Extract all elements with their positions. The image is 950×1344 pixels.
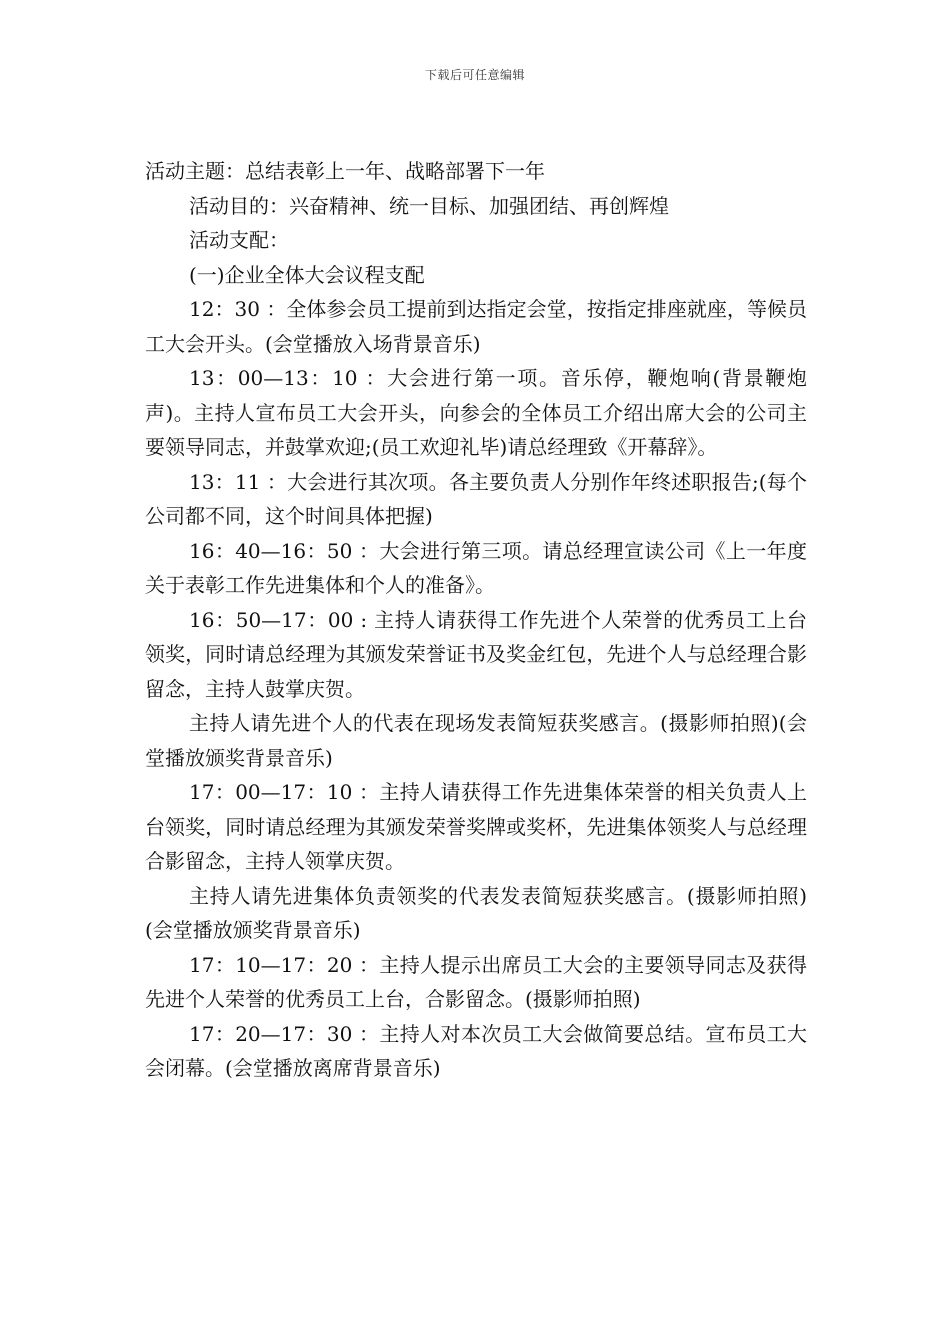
paragraph-section-heading: (一)企业全体大会议程支配 [189, 262, 425, 287]
paragraph-schedule-1230: 12：30 ：全体参会员工提前到达指定会堂，按指定排座就座，等候员工大会开头。(会堂播放入场背景音乐) [145, 297, 807, 356]
paragraph-individual-speech: 主持人请先进个人的代表在现场发表简短获奖感言。(摄影师拍照)(会堂播放颁奖背景音乐) [145, 711, 807, 770]
paragraph-arrangement: 活动支配： [189, 228, 289, 252]
paragraph-schedule-1720: 17：20—17：30 ：主持人对本次员工大会做简要总结。宣布员工大会闭幕。(会堂播放离席背景音乐) [145, 1021, 807, 1080]
paragraph-schedule-1300: 13：00—13：10 ：大会进行第一项。音乐停，鞭炮响(背景鞭炮声)。主持人宣布员工大会开头，向参会的全体员工介绍出席大会的公司主要领导同志，并鼓掌欢迎;(员工欢迎礼毕)请总经理致《开幕辞》。 [145, 366, 807, 459]
paragraph-schedule-1700: 17：00—17：10 ：主持人请获得工作先进集体荣誉的相关负责人上台领奖，同时请总经理为其颁发荣誉奖牌或奖杯，先进集体领奖人与总经理合影留念，主持人领掌庆贺。 [145, 780, 807, 873]
paragraph-theme: 活动主题：总结表彰上一年、战略部署下一年 [145, 159, 545, 183]
paragraph-collective-speech: 主持人请先进集体负责领奖的代表发表简短获奖感言。(摄影师拍照)(会堂播放颁奖背景音乐) [145, 883, 807, 942]
page-header-note: 下载后可任意编辑 [424, 68, 525, 82]
paragraph-purpose: 活动目的：兴奋精神、统一目标、加强团结、再创辉煌 [189, 193, 669, 218]
paragraph-schedule-1311: 13：11 ：大会进行其次项。各主要负责人分别作年终述职报告;(每个公司都不同，这个时间具体把握) [145, 469, 807, 528]
paragraph-schedule-1710: 17：10—17：20 ：主持人提示出席员工大会的主要领导同志及获得先进个人荣誉的优秀员工上台，合影留念。(摄影师拍照) [145, 952, 807, 1011]
document-body [145, 154, 807, 1086]
paragraph-schedule-1640: 16：40—16：50 ：大会进行第三项。请总经理宣读公司《上一年度关于表彰工作先进集体和个人的准备》。 [145, 538, 807, 597]
paragraph-schedule-1650: 16：50—17：00 : 主持人请获得工作先进个人荣誉的优秀员工上台领奖，同时请总经理为其颁发荣誉证书及奖金红包，先进个人与总经理合影留念，主持人鼓掌庆贺。 [145, 607, 807, 701]
